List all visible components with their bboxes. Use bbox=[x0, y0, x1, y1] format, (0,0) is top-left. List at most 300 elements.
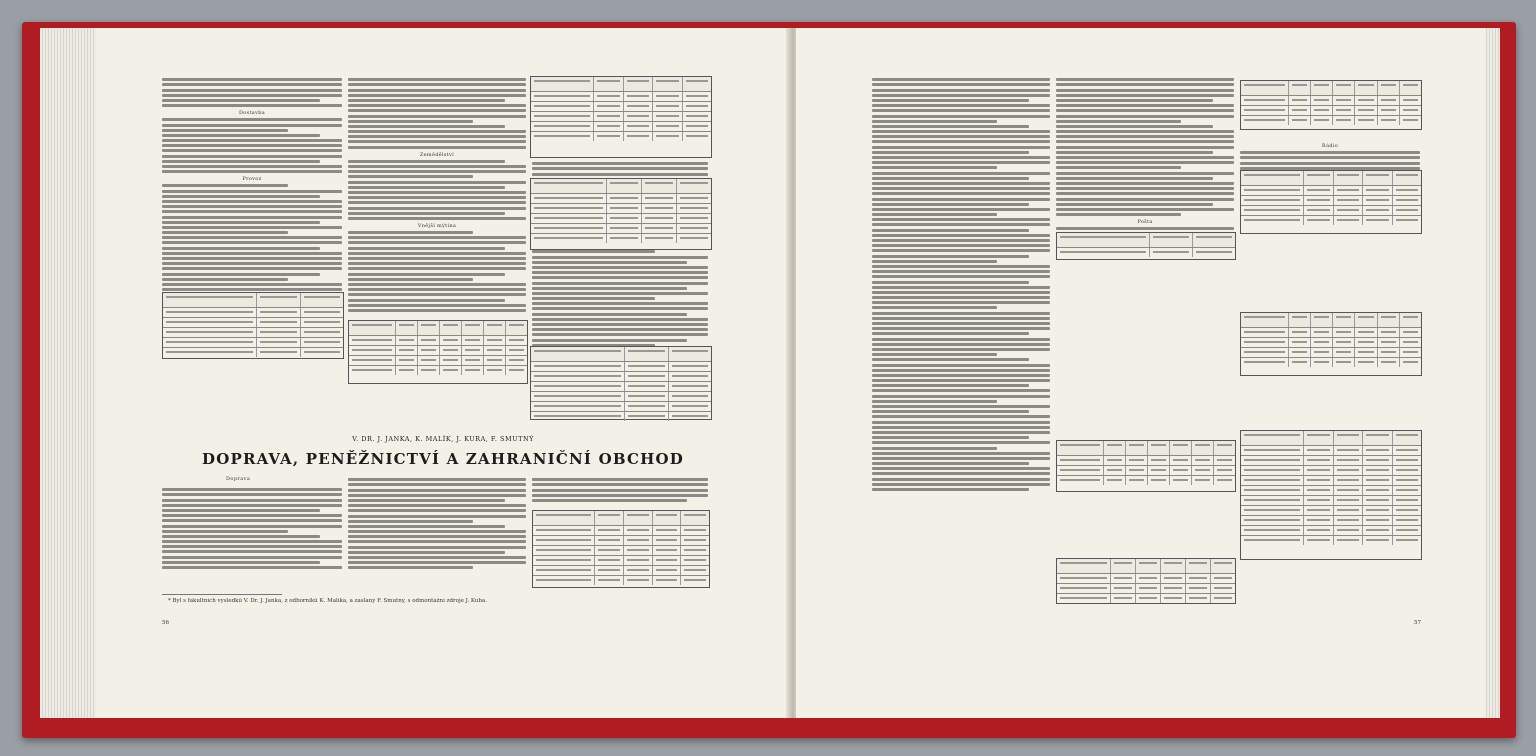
text-line bbox=[348, 540, 526, 543]
text-line bbox=[162, 144, 342, 147]
table-cell bbox=[1363, 506, 1392, 515]
table-cell bbox=[625, 372, 668, 381]
table-cell bbox=[653, 102, 682, 111]
table-cell bbox=[1378, 96, 1400, 105]
text-line bbox=[348, 520, 473, 523]
text-line bbox=[348, 304, 526, 307]
text-line bbox=[348, 278, 473, 281]
text-line bbox=[348, 499, 505, 502]
table-cell bbox=[531, 112, 594, 121]
text-line bbox=[162, 499, 342, 502]
left-bottom-column-2 bbox=[348, 476, 526, 572]
table-cell bbox=[624, 511, 653, 525]
table-cell bbox=[1363, 171, 1392, 185]
text-line bbox=[1056, 135, 1234, 138]
text-line bbox=[1056, 99, 1213, 102]
table-cell bbox=[462, 366, 484, 375]
text-line bbox=[532, 292, 708, 295]
text-line bbox=[162, 99, 320, 102]
table bbox=[1240, 80, 1422, 130]
table-cell bbox=[642, 194, 677, 203]
table-cell bbox=[1161, 584, 1186, 593]
subhead: Dostavba bbox=[239, 110, 265, 117]
table-cell bbox=[1334, 431, 1363, 445]
text-line bbox=[162, 195, 320, 198]
table-cell bbox=[1304, 486, 1333, 495]
table-cell bbox=[681, 536, 709, 545]
table-cell bbox=[1334, 536, 1363, 545]
table-cell bbox=[1400, 348, 1421, 357]
table-cell bbox=[1334, 526, 1363, 535]
text-line bbox=[872, 229, 1029, 232]
text-line bbox=[348, 556, 526, 559]
table-cell bbox=[1378, 328, 1400, 337]
table-cell bbox=[1211, 559, 1235, 573]
text-line bbox=[162, 525, 342, 528]
table-cell bbox=[1363, 526, 1392, 535]
table-cell bbox=[484, 346, 506, 355]
text-line bbox=[1056, 198, 1234, 201]
text-line bbox=[348, 130, 526, 133]
table-row bbox=[533, 566, 709, 576]
table-cell bbox=[531, 92, 594, 101]
table-cell bbox=[1334, 216, 1363, 225]
table-cell bbox=[1170, 466, 1192, 475]
text-line bbox=[872, 389, 1050, 392]
table-cell bbox=[669, 372, 711, 381]
text-line bbox=[348, 273, 505, 276]
table-cell bbox=[1363, 206, 1392, 215]
table-cell bbox=[594, 77, 623, 91]
text-line bbox=[162, 94, 342, 97]
table-cell bbox=[163, 338, 257, 347]
table-cell bbox=[677, 224, 711, 233]
text-line bbox=[532, 318, 708, 321]
table-cell bbox=[624, 102, 653, 111]
table-cell bbox=[1304, 466, 1333, 475]
text-line bbox=[348, 160, 505, 163]
text-line bbox=[872, 213, 997, 216]
text-line bbox=[348, 478, 526, 481]
text-line bbox=[872, 410, 1029, 413]
table-cell bbox=[653, 92, 682, 101]
footnote: * Byl s fakultních výsledků V. Dr. J. Janka, z odborníků K. Malíka, a zaslaný F. Smutný, s odmontážní zdroje J. Kuba. bbox=[168, 598, 488, 604]
text-line bbox=[1056, 161, 1234, 164]
table-cell bbox=[1304, 431, 1333, 445]
table-cell bbox=[1241, 476, 1304, 485]
table-row bbox=[1241, 106, 1421, 116]
table-cell bbox=[625, 392, 668, 401]
text-line bbox=[348, 165, 526, 168]
table-cell bbox=[1393, 476, 1421, 485]
table-cell bbox=[1304, 186, 1333, 195]
text-line bbox=[872, 99, 1029, 102]
text-line bbox=[1056, 94, 1234, 97]
table-cell bbox=[1057, 248, 1150, 257]
table-cell bbox=[653, 556, 682, 565]
text-line bbox=[1056, 177, 1213, 180]
table-cell bbox=[1241, 348, 1289, 357]
text-line bbox=[1056, 89, 1234, 92]
table-cell bbox=[531, 402, 625, 411]
table-cell bbox=[1057, 456, 1104, 465]
text-line bbox=[162, 78, 342, 81]
table-cell bbox=[1214, 456, 1235, 465]
table-cell bbox=[440, 346, 462, 355]
table-cell bbox=[1126, 441, 1148, 455]
text-line bbox=[348, 252, 526, 255]
table-row bbox=[531, 372, 711, 382]
text-line bbox=[348, 509, 526, 512]
section-title: DOPRAVA, PENĚŽNICTVÍ A ZAHRANIČNÍ OBCHOD bbox=[202, 450, 684, 468]
table-cell bbox=[595, 576, 624, 585]
table-cell bbox=[683, 92, 711, 101]
table-cell bbox=[1211, 574, 1235, 583]
table-cell bbox=[506, 356, 527, 365]
text-line bbox=[1240, 156, 1420, 159]
text-line bbox=[872, 400, 997, 403]
table-cell bbox=[1334, 206, 1363, 215]
table-cell bbox=[677, 234, 711, 243]
table-cell bbox=[1304, 476, 1333, 485]
text-line bbox=[348, 120, 473, 123]
table-cell bbox=[462, 356, 484, 365]
table-cell bbox=[1311, 81, 1333, 95]
table-cell bbox=[607, 224, 642, 233]
table-cell bbox=[1241, 506, 1304, 515]
table-cell bbox=[1355, 116, 1377, 125]
text-line bbox=[532, 271, 708, 274]
subhead-doprava: Doprava bbox=[226, 476, 251, 482]
table-cell bbox=[1241, 216, 1304, 225]
table-cell bbox=[1311, 328, 1333, 337]
table-cell bbox=[1393, 456, 1421, 465]
text-line bbox=[348, 170, 526, 173]
subhead: Zemědělství bbox=[419, 151, 455, 158]
table-cell bbox=[484, 336, 506, 345]
table-row bbox=[349, 356, 527, 366]
text-line bbox=[348, 283, 526, 286]
table-cell bbox=[653, 536, 682, 545]
table-cell bbox=[531, 382, 625, 391]
table-cell bbox=[1333, 313, 1355, 327]
text-line bbox=[162, 83, 342, 86]
table-row bbox=[1057, 559, 1235, 574]
table-cell bbox=[594, 92, 623, 101]
table-cell bbox=[1057, 574, 1111, 583]
table-cell bbox=[533, 576, 595, 585]
table-cell bbox=[531, 234, 607, 243]
table-cell bbox=[1378, 338, 1400, 347]
page-edges-right bbox=[1484, 28, 1500, 718]
text-line bbox=[348, 288, 526, 291]
table-cell bbox=[418, 346, 440, 355]
text-line bbox=[1056, 187, 1234, 190]
text-line bbox=[348, 231, 473, 234]
text-line bbox=[872, 421, 1050, 424]
table-cell bbox=[531, 194, 607, 203]
text-line bbox=[162, 514, 342, 517]
table-cell bbox=[1104, 466, 1126, 475]
table-cell bbox=[1241, 536, 1304, 545]
table-cell bbox=[1057, 441, 1104, 455]
table-cell bbox=[1363, 496, 1392, 505]
text-line bbox=[872, 120, 997, 123]
text-line bbox=[532, 478, 708, 481]
table-row bbox=[531, 132, 711, 141]
table-cell bbox=[1355, 313, 1377, 327]
table-row bbox=[1241, 116, 1421, 125]
table-cell bbox=[624, 77, 653, 91]
text-line bbox=[162, 556, 342, 559]
text-line bbox=[162, 241, 342, 244]
table-cell bbox=[1393, 206, 1421, 215]
table-cell bbox=[1304, 216, 1333, 225]
table-cell bbox=[533, 526, 595, 535]
table-row bbox=[1057, 574, 1235, 584]
text-line bbox=[1056, 208, 1234, 211]
table-row bbox=[533, 511, 709, 526]
text-line bbox=[872, 379, 1050, 382]
table-cell bbox=[1363, 431, 1392, 445]
table-cell bbox=[1136, 574, 1161, 583]
table bbox=[532, 510, 710, 588]
table-cell bbox=[506, 346, 527, 355]
table-cell bbox=[531, 214, 607, 223]
text-line bbox=[348, 546, 526, 549]
text-line bbox=[162, 184, 288, 187]
page-number-left: 56 bbox=[162, 620, 169, 626]
table-cell bbox=[1393, 186, 1421, 195]
text-line bbox=[532, 494, 708, 497]
table-cell bbox=[418, 321, 440, 335]
text-line bbox=[348, 566, 473, 569]
table-cell bbox=[1378, 358, 1400, 367]
table-row bbox=[1241, 216, 1421, 225]
table-cell bbox=[1304, 506, 1333, 515]
text-line bbox=[162, 540, 342, 543]
table-cell bbox=[1241, 466, 1304, 475]
table-cell bbox=[531, 132, 594, 141]
right-column-2 bbox=[1056, 76, 1234, 232]
table bbox=[530, 178, 712, 250]
table-cell bbox=[531, 122, 594, 131]
text-line bbox=[162, 550, 342, 553]
table-cell bbox=[1241, 186, 1304, 195]
table-cell bbox=[607, 204, 642, 213]
table-row bbox=[1241, 496, 1421, 506]
text-line bbox=[348, 201, 526, 204]
table-cell bbox=[1148, 441, 1170, 455]
table-cell bbox=[1192, 476, 1214, 485]
left-bottom-column-3 bbox=[532, 476, 708, 504]
table-cell bbox=[1334, 171, 1363, 185]
table-cell bbox=[607, 194, 642, 203]
text-line bbox=[872, 431, 1050, 434]
text-line bbox=[1056, 203, 1213, 206]
text-line bbox=[348, 483, 526, 486]
table-cell bbox=[1334, 486, 1363, 495]
table-row bbox=[1241, 328, 1421, 338]
text-line bbox=[872, 317, 1050, 320]
text-line bbox=[532, 256, 708, 259]
table-row bbox=[1241, 96, 1421, 106]
table-row bbox=[1057, 476, 1235, 485]
text-line bbox=[348, 262, 526, 265]
table-cell bbox=[301, 308, 343, 317]
table-cell bbox=[1363, 466, 1392, 475]
table-row bbox=[349, 321, 527, 336]
table-cell bbox=[396, 321, 418, 335]
text-line bbox=[872, 192, 1050, 195]
text-line bbox=[162, 267, 342, 270]
text-line bbox=[532, 313, 687, 316]
table-cell bbox=[1333, 348, 1355, 357]
text-line bbox=[348, 135, 526, 138]
text-line bbox=[872, 436, 1029, 439]
text-line bbox=[872, 161, 1050, 164]
table-cell bbox=[418, 356, 440, 365]
text-line bbox=[162, 134, 320, 137]
table-cell bbox=[301, 328, 343, 337]
table-cell bbox=[1241, 338, 1289, 347]
text-line bbox=[348, 196, 526, 199]
text-line bbox=[348, 175, 473, 178]
table-cell bbox=[1333, 106, 1355, 115]
table-cell bbox=[1057, 559, 1111, 573]
table bbox=[530, 76, 712, 158]
table-cell bbox=[1393, 536, 1421, 545]
text-line bbox=[872, 156, 1050, 159]
table-cell bbox=[624, 566, 653, 575]
table-cell bbox=[624, 526, 653, 535]
text-line bbox=[162, 190, 342, 193]
table-row bbox=[1241, 486, 1421, 496]
text-line bbox=[532, 287, 687, 290]
table-cell bbox=[1289, 348, 1311, 357]
table-cell bbox=[624, 112, 653, 121]
table-cell bbox=[1400, 358, 1421, 367]
table-row bbox=[349, 336, 527, 346]
text-line bbox=[348, 125, 505, 128]
text-line bbox=[532, 266, 708, 269]
text-line bbox=[348, 299, 505, 302]
text-line bbox=[532, 328, 708, 331]
text-line bbox=[872, 457, 1050, 460]
table-cell bbox=[531, 347, 625, 361]
text-line bbox=[162, 566, 342, 569]
text-line bbox=[872, 452, 1050, 455]
table-cell bbox=[607, 234, 642, 243]
table-cell bbox=[681, 576, 709, 585]
text-line bbox=[348, 293, 526, 296]
table-cell bbox=[484, 321, 506, 335]
table-cell bbox=[462, 336, 484, 345]
table-cell bbox=[681, 526, 709, 535]
table-cell bbox=[1241, 496, 1304, 505]
table-cell bbox=[1161, 574, 1186, 583]
text-line bbox=[872, 338, 1050, 341]
text-line bbox=[872, 353, 997, 356]
text-line bbox=[872, 327, 1050, 330]
table-cell bbox=[506, 336, 527, 345]
table-row bbox=[1241, 171, 1421, 186]
table-cell bbox=[506, 366, 527, 375]
table-cell bbox=[1363, 486, 1392, 495]
table-cell bbox=[1400, 116, 1421, 125]
text-line bbox=[1056, 140, 1234, 143]
table-cell bbox=[531, 362, 625, 371]
text-line bbox=[872, 125, 1029, 128]
table-cell bbox=[1400, 106, 1421, 115]
table-cell bbox=[1241, 446, 1304, 455]
table-row bbox=[531, 412, 711, 421]
table-row bbox=[533, 526, 709, 536]
subhead: Pošta bbox=[1137, 219, 1153, 226]
table-cell bbox=[653, 546, 682, 555]
table-cell bbox=[1355, 358, 1377, 367]
table-row bbox=[349, 366, 527, 375]
text-line bbox=[348, 241, 526, 244]
table-row bbox=[1241, 196, 1421, 206]
table-cell bbox=[1304, 206, 1333, 215]
table-cell bbox=[1333, 358, 1355, 367]
table-row bbox=[531, 92, 711, 102]
table-cell bbox=[1170, 441, 1192, 455]
table-cell bbox=[533, 556, 595, 565]
table-cell bbox=[1311, 338, 1333, 347]
table-cell bbox=[683, 122, 711, 131]
table bbox=[1240, 430, 1422, 560]
table-cell bbox=[653, 112, 682, 121]
table-cell bbox=[1170, 456, 1192, 465]
text-line bbox=[348, 140, 526, 143]
table-cell bbox=[681, 511, 709, 525]
table-cell bbox=[349, 336, 396, 345]
text-line bbox=[162, 170, 342, 173]
table-cell bbox=[1393, 466, 1421, 475]
text-line bbox=[1056, 83, 1234, 86]
table-row bbox=[1241, 186, 1421, 196]
table-cell bbox=[484, 356, 506, 365]
table-row bbox=[531, 234, 711, 243]
table-row bbox=[163, 348, 343, 357]
table-cell bbox=[1241, 96, 1289, 105]
table-cell bbox=[1304, 171, 1333, 185]
text-line bbox=[348, 530, 526, 533]
table-cell bbox=[1289, 313, 1311, 327]
table-cell bbox=[1186, 574, 1211, 583]
text-line bbox=[162, 205, 342, 208]
table-cell bbox=[1400, 81, 1421, 95]
table-cell bbox=[1214, 441, 1235, 455]
text-line bbox=[872, 306, 997, 309]
table-row bbox=[163, 293, 343, 308]
table-cell bbox=[531, 204, 607, 213]
table-cell bbox=[1289, 328, 1311, 337]
text-line bbox=[872, 296, 1050, 299]
table-row bbox=[533, 576, 709, 585]
table-cell bbox=[1104, 476, 1126, 485]
table-row bbox=[1241, 466, 1421, 476]
text-line bbox=[532, 323, 708, 326]
table-row bbox=[531, 204, 711, 214]
text-line bbox=[872, 286, 1050, 289]
table-row bbox=[531, 77, 711, 92]
text-line bbox=[532, 297, 655, 300]
table-row bbox=[1057, 456, 1235, 466]
table-row bbox=[1241, 313, 1421, 328]
